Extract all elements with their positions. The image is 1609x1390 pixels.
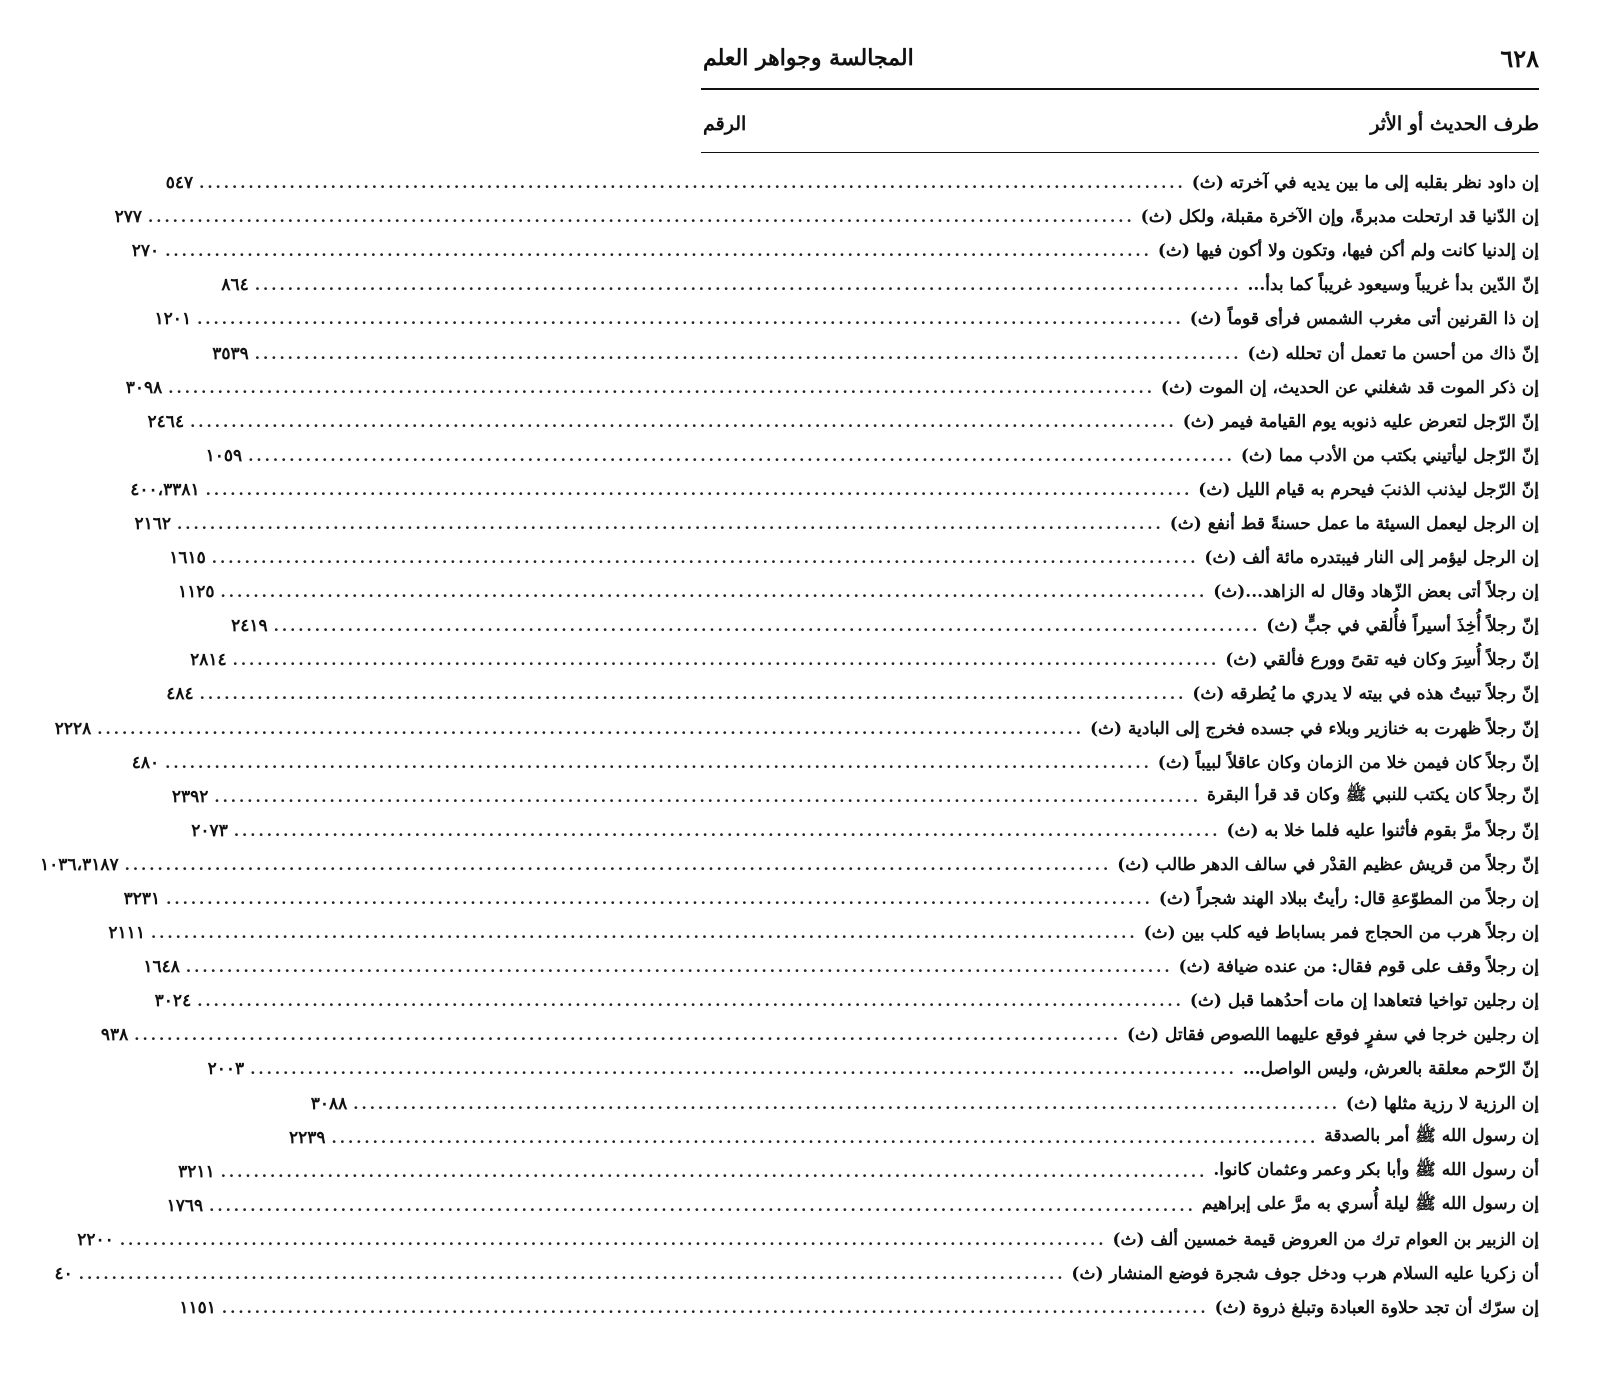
entry-number: ٢٤١٩ <box>231 616 268 637</box>
entry-text: إن رجلاً أتى بعض الزّهاد وقال له الزاهد...(ث) <box>1213 582 1539 603</box>
entry-text: إن رسول الله ﷺ أمر بالصدقة <box>1324 1126 1539 1147</box>
entry-reference-numbers <box>0 855 119 875</box>
index-entry <box>100 1018 1539 1052</box>
dot-leader: ........................................................................................................................ <box>353 1094 1340 1113</box>
entry-number: ٣٠٩٨ <box>125 377 163 398</box>
dot-leader: ........................................................................................................................ <box>199 685 1187 704</box>
index-entry <box>212 336 1539 370</box>
index-entry <box>54 1257 1539 1291</box>
entry-secondary-number: ٤٠٠، <box>130 479 164 500</box>
index-entry <box>143 950 1539 984</box>
entry-reference-numbers <box>190 650 227 670</box>
entry-text: إن رسول الله ﷺ ليلة أُسري به مرَّ على إبراهيم <box>1201 1194 1539 1215</box>
entry-number: ٣٠٨٨ <box>310 1093 348 1114</box>
entry-reference-numbers <box>77 1230 114 1250</box>
entry-text: إن رجلاً من المطوّعةِ قال: رأيتُ ببلاد الهند شجراً (ث) <box>1158 889 1539 910</box>
entry-number: ٢٢٣٩ <box>289 1127 326 1148</box>
index-entry <box>77 1223 1539 1257</box>
entry-reference-numbers <box>208 1059 245 1079</box>
entry-number: ١٦٤٨ <box>143 957 180 978</box>
entry-reference-numbers <box>178 1162 215 1182</box>
dot-leader: ........................................................................................................................ <box>220 1162 1208 1181</box>
dot-leader: ........................................................................................................................ <box>165 242 1152 261</box>
entry-number: ٣٢٣١ <box>123 889 161 910</box>
index-entry <box>231 609 1539 643</box>
index-entry <box>131 234 1539 268</box>
entry-number: ٣١٨٧ <box>82 854 119 875</box>
entry-reference-numbers <box>191 821 228 841</box>
entry-text: إن إلدنيا كانت ولم أكن فيها، وتكون ولا أكون فيها (ث) <box>1157 241 1539 262</box>
entry-reference-numbers <box>55 719 92 739</box>
dot-leader: ........................................................................................................................ <box>233 821 1221 840</box>
entry-number: ٤٨٤ <box>166 684 194 705</box>
book-page <box>40 0 1609 1390</box>
index-entry <box>178 575 1539 609</box>
index-entry <box>134 507 1539 541</box>
entry-reference-numbers <box>179 1298 216 1318</box>
entry-text: إن رجلاً وقف على قوم فقال: من عنده ضيافة (ث) <box>1178 957 1539 978</box>
entry-number: ١٢٠١ <box>154 309 192 330</box>
column-headers <box>703 106 1539 142</box>
entry-number: ٣٥٣٩ <box>212 343 249 364</box>
entry-number: ١٧٦٩ <box>166 1195 204 1216</box>
dot-leader: ........................................................................................................................ <box>78 1265 1066 1284</box>
entry-number: ٣٢١١ <box>178 1161 215 1182</box>
index-entry <box>310 1087 1539 1121</box>
dot-leader: ........................................................................................................................ <box>248 446 1235 465</box>
index-entry <box>289 1121 1539 1155</box>
index-entry <box>191 814 1539 848</box>
entry-number: ٤٨٠ <box>131 752 160 773</box>
index-entry <box>179 1291 1539 1325</box>
index-entry <box>147 405 1539 439</box>
index-entry <box>108 916 1539 950</box>
dot-leader: ........................................................................................................................ <box>119 1230 1107 1249</box>
dot-leader: ........................................................................................................................ <box>232 651 1220 670</box>
entry-number: ٣٣٨١ <box>163 479 200 500</box>
dot-leader: ........................................................................................................................ <box>190 412 1177 431</box>
entry-text: إن ذا القرنين أتى مغرب الشمس فرأى قوماً (ث) <box>1189 309 1539 330</box>
entry-text: إن الرزية لا رزية مثلها (ث) <box>1345 1093 1539 1114</box>
entry-reference-numbers <box>155 991 192 1011</box>
index-entry <box>114 200 1539 234</box>
entry-text: إنّ الرّجل لتعرض عليه ذنوبه يوم القيامة فيمر (ث) <box>1182 411 1539 432</box>
entry-number: ٢٠٧٣ <box>191 820 228 841</box>
index-entry <box>205 439 1539 473</box>
entry-number: ٨٦٤ <box>221 275 249 296</box>
book-title: المجالسة وجواهر العلم <box>703 45 914 71</box>
entry-reference-numbers <box>132 241 159 261</box>
entry-text: إنّ رجلاً كان فيمن خلا من الزمان وكان عاقلاً لبيباً (ث) <box>1157 752 1539 773</box>
dot-leader: ........................................................................................................................ <box>254 344 1242 363</box>
dot-leader: ........................................................................................................................ <box>197 992 1184 1011</box>
dot-leader: ........................................................................................................................ <box>97 719 1084 738</box>
page-number: ٦٢٨ <box>1500 43 1539 73</box>
header-rule <box>701 88 1539 90</box>
entry-reference-numbers <box>148 412 185 432</box>
index-entry <box>171 780 1539 814</box>
index-entries <box>40 166 1539 1325</box>
entry-text: إن سرّك أن تجد حلاوة العبادة وتبلغ ذروة (ث) <box>1214 1298 1539 1319</box>
entry-text: إن رجلاً هرب من الحجاج فمر بساباط فيه كلب بين (ث) <box>1143 923 1539 944</box>
dot-leader: ........................................................................................................................ <box>220 583 1208 602</box>
entry-number: ٢١٦٢ <box>134 513 172 534</box>
entry-reference-numbers <box>108 923 145 943</box>
entry-text: إنّ رجلاً ظهرت به خنازير وبلاء في جسده فخرج إلى البادية (ث) <box>1089 718 1539 739</box>
dot-leader: ........................................................................................................................ <box>211 549 1199 568</box>
entry-number: ٥٤٧ <box>165 173 194 194</box>
entry-text: إنّ رجلاً أُسِرَ وكان فيه تقىً وورع فألقي (ث) <box>1225 650 1539 671</box>
entry-text: أن زكريا عليه السلام هرب ودخل جوف شجرة فوضع المنشار (ث) <box>1071 1264 1539 1285</box>
dot-leader: ........................................................................................................................ <box>331 1128 1319 1147</box>
entry-reference-numbers <box>172 787 209 807</box>
entry-reference-numbers <box>166 684 193 704</box>
index-entry <box>125 371 1539 405</box>
entry-text: إن ذكر الموت قد شغلني عن الحديث، إن الموت (ث) <box>1160 377 1539 398</box>
entry-number: ٢٤٦٤ <box>147 411 185 432</box>
entry-reference-numbers <box>178 582 215 602</box>
entry-reference-numbers <box>206 446 243 466</box>
dot-leader: ........................................................................................................................ <box>209 1196 1196 1215</box>
entry-reference-numbers <box>231 616 268 636</box>
entry-text: إن رجلين خرجا في سفرٍ فوقع عليهما اللصوص فقاتل (ث) <box>1126 1025 1539 1046</box>
dot-leader: ........................................................................................................................ <box>254 276 1242 295</box>
dot-leader: ........................................................................................................................ <box>177 514 1164 533</box>
entry-reference-numbers <box>134 514 171 534</box>
entry-reference-numbers <box>167 1196 204 1216</box>
entry-reference-numbers <box>115 207 142 227</box>
entry-reference-numbers <box>132 753 159 773</box>
entry-reference-numbers <box>166 173 193 193</box>
index-entry <box>166 1189 1539 1223</box>
text-column-header: طرف الحديث أو الأثر <box>1370 113 1539 135</box>
dot-leader: ........................................................................................................................ <box>185 958 1173 977</box>
entry-number: ١٦١٥ <box>169 548 206 569</box>
entry-reference-numbers <box>169 548 206 568</box>
entry-number: ٢٧٧ <box>114 207 142 228</box>
entry-number: ٢٧٠ <box>131 241 160 262</box>
index-entry <box>123 882 1539 916</box>
entry-number: ٩٣٨ <box>100 1025 129 1046</box>
entry-number: ٤٠ <box>54 1264 73 1285</box>
dot-leader: ........................................................................................................................ <box>221 1299 1209 1318</box>
entry-number: ٢٠٠٣ <box>207 1059 245 1080</box>
entry-text: إن داود نظر بقلبه إلى ما بين يديه في آخرته (ث) <box>1191 173 1539 194</box>
entry-number: ٢٣٩٢ <box>171 786 209 807</box>
index-entry <box>131 746 1539 780</box>
entry-text: إنّ الدّين بدأ غريباً وسيعود غريباً كما بدأ... <box>1247 275 1539 296</box>
entry-reference-numbers <box>124 889 161 909</box>
entry-number: ٢٨١٤ <box>190 650 227 671</box>
column-header-rule <box>701 152 1539 153</box>
entry-number: ٢٢٠٠ <box>77 1229 114 1250</box>
entry-secondary-number: ١٠٣٦، <box>40 854 83 875</box>
dot-leader: ........................................................................................................................ <box>165 753 1152 772</box>
entry-text: إن الرجل ليؤمر إلى النار فيبتدره مائة ألف (ث) <box>1204 548 1539 569</box>
entry-text: أن رسول الله ﷺ وأبا بكر وعمر وعثمان كانوا. <box>1213 1160 1539 1181</box>
entry-number: ١٠٥٩ <box>205 445 243 466</box>
index-entry <box>40 848 1539 882</box>
dot-leader: ........................................................................................................................ <box>150 924 1138 943</box>
entry-reference-numbers <box>143 957 180 977</box>
index-entry <box>165 166 1539 200</box>
index-entry <box>130 473 1539 507</box>
dot-leader: ........................................................................................................................ <box>148 208 1135 227</box>
dot-leader: ........................................................................................................................ <box>166 890 1153 909</box>
entry-reference-numbers <box>54 1264 72 1284</box>
index-entry <box>221 268 1539 302</box>
entry-reference-numbers <box>311 1094 348 1114</box>
entry-text: إنّ الرّحم معلقة بالعرش، وليس الواصل... <box>1242 1059 1539 1080</box>
index-entry <box>207 1052 1539 1086</box>
entry-text: إنّ رجلاً مرَّ بقوم فأثنوا عليه فلما خلا به (ث) <box>1226 820 1539 841</box>
entry-text: إنّ ذاك من أحسن ما تعمل أن تحلله (ث) <box>1247 343 1539 364</box>
entry-reference-numbers <box>126 378 163 398</box>
entry-text: إنّ رجلاً من قريش عظيم القدْر في سالف الدهر طالب (ث) <box>1117 854 1539 875</box>
dot-leader: ........................................................................................................................ <box>168 378 1155 397</box>
entry-text: إن رجلين تواخيا فتعاهدا إن مات أحدُهما قبل (ث) <box>1189 991 1539 1012</box>
entry-reference-numbers <box>289 1128 326 1148</box>
index-entry <box>154 302 1539 336</box>
dot-leader: ........................................................................................................................ <box>199 174 1186 193</box>
index-entry <box>154 984 1539 1018</box>
index-entry <box>54 712 1539 746</box>
entry-text: إنّ رجلاً كان يكتب للنبي ﷺ وكان قد قرأ البقرة <box>1207 785 1539 806</box>
entry-text: إن الرجل ليعمل السيئة ما عمل حسنةً قط أنفع (ث) <box>1169 513 1539 534</box>
entry-text: إنّ رجلاً أُخِذَ أسيراً فأُلقي في جبٍّ (ث) <box>1266 616 1539 637</box>
entry-text: إن الزبير بن العوام ترك من العروض قيمة خمسين ألف (ث) <box>1112 1229 1539 1250</box>
entry-reference-numbers <box>101 1025 128 1045</box>
dot-leader: ........................................................................................................................ <box>250 1060 1237 1079</box>
dot-leader: ........................................................................................................................ <box>134 1026 1121 1045</box>
number-column-header: الرقم <box>703 113 747 135</box>
entry-number: ١١٥١ <box>179 1298 216 1319</box>
entry-text: إن الدّنيا قد ارتحلت مدبرةً، وإن الآخرة مقبلة، ولكل (ث) <box>1140 207 1539 228</box>
index-entry <box>190 643 1539 677</box>
entry-reference-numbers <box>155 309 192 329</box>
entry-number: ١١٢٥ <box>178 582 215 603</box>
dot-leader: ........................................................................................................................ <box>273 617 1261 636</box>
entry-reference-numbers <box>221 275 248 295</box>
entry-number: ٢١١١ <box>108 923 145 944</box>
index-entry <box>169 541 1539 575</box>
entry-text: إنّ رجلاً تبيتُ هذه في بيته لا يدري ما يُطرقه (ث) <box>1192 684 1539 705</box>
entry-reference-numbers <box>212 344 249 364</box>
dot-leader: ........................................................................................................................ <box>124 855 1112 874</box>
entry-number: ٢٢٢٨ <box>54 718 92 739</box>
dot-leader: ........................................................................................................................ <box>205 480 1193 499</box>
entry-text: إنّ الرّجل ليذنب الذنبَ فيحرم به قيام الليل (ث) <box>1198 479 1539 500</box>
entry-reference-numbers <box>90 480 199 500</box>
entry-number: ٣٠٢٤ <box>154 991 192 1012</box>
index-entry <box>178 1155 1539 1189</box>
entry-text: إنّ الرّجل ليأتيني بكتب من الأدب مما (ث) <box>1240 445 1539 466</box>
dot-leader: ........................................................................................................................ <box>197 310 1184 329</box>
dot-leader: ........................................................................................................................ <box>214 787 1202 806</box>
running-head <box>703 40 1539 76</box>
index-entry <box>166 677 1539 711</box>
